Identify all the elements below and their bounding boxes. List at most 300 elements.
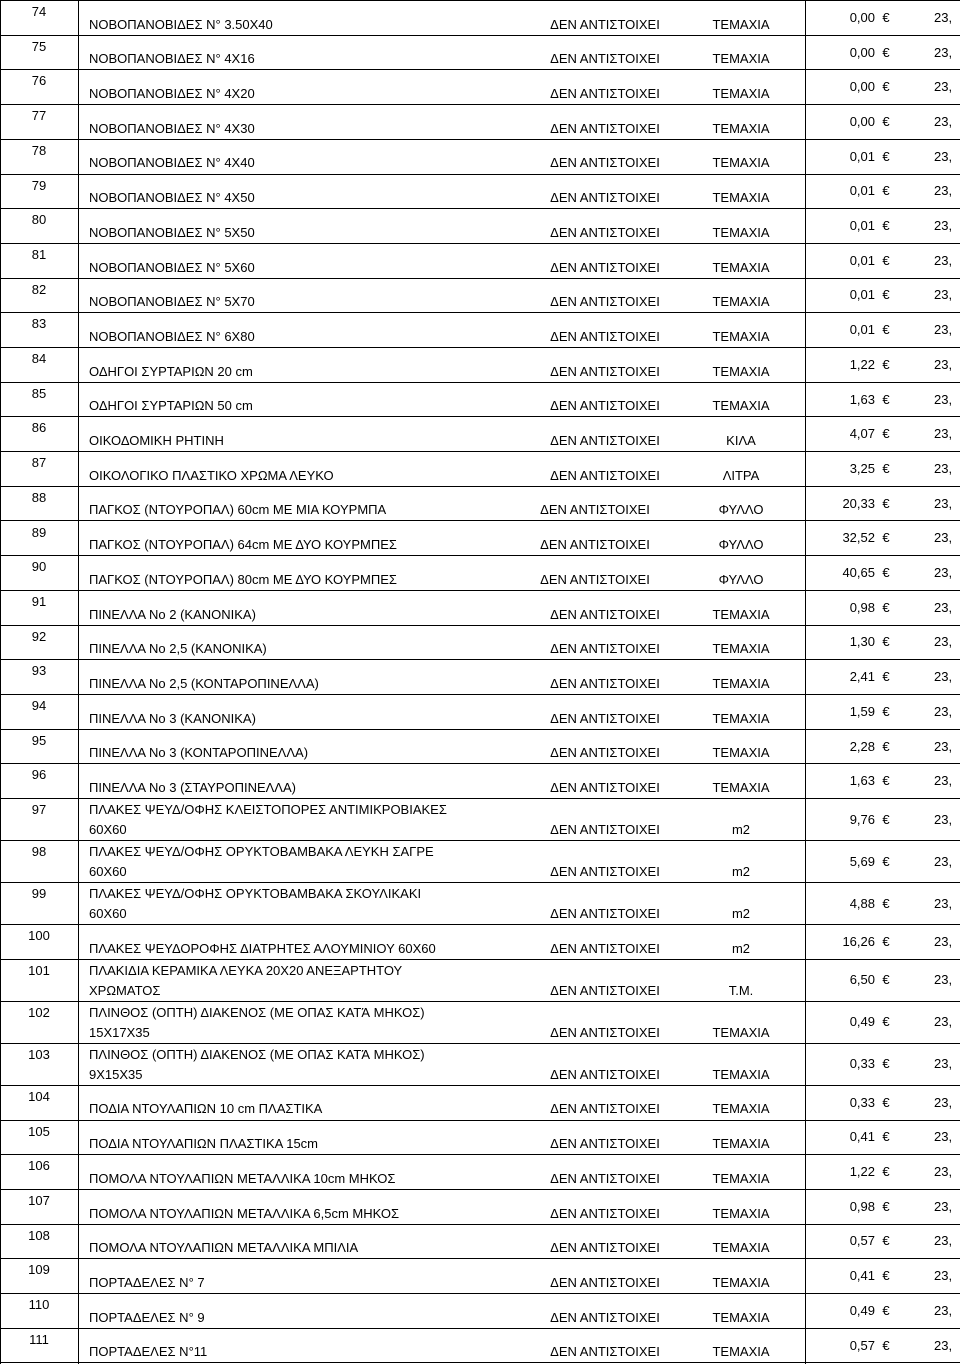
item-description-cont: 15Χ17Χ35 bbox=[89, 1024, 150, 1040]
table-row bbox=[0, 35, 960, 70]
table-row bbox=[0, 1120, 960, 1155]
row-number: 80 bbox=[31, 212, 47, 228]
unit-price: 20,33 bbox=[842, 495, 875, 511]
row-divider bbox=[0, 798, 960, 799]
vat-rate: 23, bbox=[934, 1268, 953, 1284]
unit-price: 1,59 bbox=[849, 703, 875, 719]
unit-of-measure: m2 bbox=[731, 906, 751, 922]
row-number: 84 bbox=[31, 351, 47, 366]
unit-price: 0,49 bbox=[849, 1014, 875, 1030]
item-description: ΠΑΓΚΟΣ (ΝΤΟΥΡΟΠΑΛ) 60cm ΜΕ ΜΙΑ ΚΟΥΡΜΠΑ bbox=[89, 502, 387, 518]
row-divider bbox=[0, 1258, 960, 1259]
unit-price: 1,22 bbox=[849, 356, 875, 372]
unit-of-measure: ΤΕΜΑΧΙΑ bbox=[712, 1274, 770, 1290]
euro-icon: € bbox=[882, 148, 890, 164]
table-row bbox=[0, 278, 960, 313]
euro-icon: € bbox=[882, 356, 890, 372]
row-divider bbox=[0, 69, 960, 70]
unit-of-measure: ΤΕΜΑΧΙΑ bbox=[712, 1024, 770, 1040]
item-description: ΟΔΗΓΟΙ ΣΥΡΤΑΡΙΩΝ 20 cm bbox=[89, 363, 253, 379]
row-number: 93 bbox=[31, 663, 47, 679]
unit-of-measure: ΤΕΜΑΧΙΑ bbox=[712, 1066, 770, 1082]
row-number: 79 bbox=[31, 177, 47, 193]
table-row bbox=[0, 729, 960, 764]
row-number: 111 bbox=[29, 1331, 49, 1347]
row-divider bbox=[0, 959, 960, 960]
unit-of-measure: ΦΥΛΛΟ bbox=[718, 537, 764, 553]
table-row bbox=[0, 174, 960, 209]
row-divider bbox=[0, 347, 960, 348]
vat-rate: 23, bbox=[934, 460, 953, 476]
match-status: ΔΕΝ ΑΝΤΙΣΤΟΙΧΕΙ bbox=[550, 822, 660, 838]
table-row bbox=[0, 1293, 960, 1328]
item-description: ΠΟΡΤΑΔΕΛΕΣ Ν° 9 bbox=[89, 1309, 205, 1325]
unit-of-measure: ΤΕΜΑΧΙΑ bbox=[712, 294, 770, 310]
row-number: 78 bbox=[31, 142, 47, 158]
unit-of-measure: ΤΕΜΑΧΙΑ bbox=[712, 606, 770, 622]
vat-rate: 23, bbox=[934, 183, 953, 199]
match-status: ΔΕΝ ΑΝΤΙΣΤΟΙΧΕΙ bbox=[550, 1024, 660, 1040]
item-description: ΝΟΒΟΠΑΝΟΒΙΔΕΣ Ν° 3.50Χ40 bbox=[89, 16, 273, 32]
row-number: 75 bbox=[31, 38, 47, 54]
row-divider bbox=[0, 1120, 960, 1121]
table-row bbox=[0, 1189, 960, 1224]
vat-rate: 23, bbox=[934, 853, 953, 869]
match-status: ΔΕΝ ΑΝΤΙΣΤΟΙΧΕΙ bbox=[550, 16, 660, 32]
item-description: ΟΙΚΟΛΟΓΙΚΟ ΠΛΑΣΤΙΚΟ ΧΡΩΜΑ ΛΕΥΚΟ bbox=[89, 467, 334, 483]
item-description: ΟΔΗΓΟΙ ΣΥΡΤΑΡΙΩΝ 50 cm bbox=[89, 398, 253, 414]
item-description: ΠΟΔΙΑ ΝΤΟΥΛΑΠΙΩΝ 10 cm ΠΛΑΣΤΙΚΑ bbox=[89, 1101, 323, 1117]
match-status: ΔΕΝ ΑΝΤΙΣΤΟΙΧΕΙ bbox=[550, 363, 660, 379]
unit-price: 1,63 bbox=[849, 773, 875, 789]
vat-rate: 23, bbox=[934, 895, 953, 911]
match-status: ΔΕΝ ΑΝΤΙΣΤΟΙΧΕΙ bbox=[550, 467, 660, 483]
euro-icon: € bbox=[882, 1164, 890, 1180]
row-number: 97 bbox=[31, 802, 47, 818]
row-divider bbox=[0, 882, 960, 883]
row-divider bbox=[0, 729, 960, 730]
vat-rate: 23, bbox=[934, 113, 953, 129]
unit-of-measure: ΤΕΜΑΧΙΑ bbox=[712, 1240, 770, 1256]
row-number: 91 bbox=[31, 593, 47, 609]
unit-price: 2,41 bbox=[849, 669, 875, 685]
euro-icon: € bbox=[882, 530, 890, 546]
row-divider bbox=[0, 486, 960, 487]
unit-of-measure: ΤΕΜΑΧΙΑ bbox=[712, 259, 770, 275]
euro-icon: € bbox=[882, 634, 890, 650]
row-number: 83 bbox=[31, 316, 47, 332]
unit-price: 0,00 bbox=[849, 44, 875, 60]
match-status: ΔΕΝ ΑΝΤΙΣΤΟΙΧΕΙ bbox=[540, 571, 650, 587]
column-divider bbox=[805, 0, 806, 1364]
match-status: ΔΕΝ ΑΝΤΙΣΤΟΙΧΕΙ bbox=[550, 1170, 660, 1186]
unit-price: 0,01 bbox=[849, 322, 875, 338]
row-divider bbox=[0, 763, 960, 764]
match-status: ΔΕΝ ΑΝΤΙΣΤΟΙΧΕΙ bbox=[550, 1101, 660, 1117]
match-status: ΔΕΝ ΑΝΤΙΣΤΟΙΧΕΙ bbox=[550, 259, 660, 275]
row-number: 81 bbox=[31, 246, 47, 262]
item-description-cont: ΧΡΩΜΑΤΟΣ bbox=[89, 982, 161, 998]
table-row bbox=[0, 347, 960, 382]
match-status: ΔΕΝ ΑΝΤΙΣΤΟΙΧΕΙ bbox=[550, 1066, 660, 1082]
vat-rate: 23, bbox=[934, 811, 953, 827]
unit-of-measure: ΤΕΜΑΧΙΑ bbox=[712, 398, 770, 414]
unit-of-measure: m2 bbox=[731, 940, 751, 956]
table-row bbox=[0, 924, 960, 959]
unit-price: 0,33 bbox=[849, 1094, 875, 1110]
euro-icon: € bbox=[882, 703, 890, 719]
unit-of-measure: ΤΕΜΑΧΙΑ bbox=[712, 1309, 770, 1325]
row-number: 85 bbox=[31, 385, 47, 401]
item-description: ΝΟΒΟΠΑΝΟΒΙΔΕΣ Ν° 5Χ70 bbox=[89, 294, 255, 310]
match-status: ΔΕΝ ΑΝΤΙΣΤΟΙΧΕΙ bbox=[540, 502, 650, 518]
euro-icon: € bbox=[882, 113, 890, 129]
table-row bbox=[0, 139, 960, 174]
vat-rate: 23, bbox=[934, 933, 953, 949]
row-divider bbox=[0, 1328, 960, 1329]
row-divider bbox=[0, 555, 960, 556]
row-number: 103 bbox=[28, 1046, 50, 1062]
row-divider bbox=[0, 382, 960, 383]
row-number: 96 bbox=[31, 767, 47, 783]
euro-icon: € bbox=[882, 183, 890, 199]
unit-price: 0,00 bbox=[849, 9, 875, 25]
row-number: 82 bbox=[31, 281, 47, 297]
table-row bbox=[0, 1085, 960, 1120]
column-divider bbox=[78, 0, 79, 1364]
unit-of-measure: ΛΙΤΡΑ bbox=[722, 467, 760, 483]
unit-of-measure: ΤΕΜΑΧΙΑ bbox=[712, 120, 770, 136]
table-row bbox=[0, 486, 960, 521]
table-row bbox=[0, 590, 960, 625]
item-description: ΝΟΒΟΠΑΝΟΒΙΔΕΣ Ν° 5Χ50 bbox=[89, 224, 255, 240]
row-number: 77 bbox=[31, 108, 47, 124]
row-number: 109 bbox=[28, 1262, 50, 1278]
row-number: 92 bbox=[31, 628, 47, 644]
vat-rate: 23, bbox=[934, 426, 953, 442]
row-divider bbox=[0, 174, 960, 175]
table-row bbox=[0, 959, 960, 1001]
table-row bbox=[0, 69, 960, 104]
row-divider bbox=[0, 312, 960, 313]
match-status: ΔΕΝ ΑΝΤΙΣΤΟΙΧΕΙ bbox=[550, 1205, 660, 1221]
vat-rate: 23, bbox=[934, 391, 953, 407]
table-row bbox=[0, 763, 960, 798]
unit-of-measure: ΤΕΜΑΧΙΑ bbox=[712, 1205, 770, 1221]
row-divider bbox=[0, 590, 960, 591]
item-description: ΠΙΝΕΛΛΑ Νο 2,5 (ΚΟΝΤΑΡΟΠΙΝΕΛΛΑ) bbox=[89, 675, 319, 691]
euro-icon: € bbox=[882, 669, 890, 685]
euro-icon: € bbox=[882, 811, 890, 827]
euro-icon: € bbox=[882, 565, 890, 581]
row-divider bbox=[0, 1293, 960, 1294]
row-divider bbox=[0, 208, 960, 209]
table-row bbox=[0, 1258, 960, 1293]
vat-rate: 23, bbox=[934, 9, 953, 25]
unit-of-measure: ΤΕΜΑΧΙΑ bbox=[712, 86, 770, 102]
unit-of-measure: ΤΕΜΑΧΙΑ bbox=[712, 224, 770, 240]
unit-price: 40,65 bbox=[842, 565, 875, 581]
table-row bbox=[0, 659, 960, 694]
row-divider bbox=[0, 1085, 960, 1086]
item-description: ΟΙΚΟΔΟΜΙΚΗ ΡΗΤΙΝΗ bbox=[89, 433, 224, 449]
table-row bbox=[0, 382, 960, 417]
unit-price: 1,63 bbox=[849, 391, 875, 407]
vat-rate: 23, bbox=[934, 703, 953, 719]
euro-icon: € bbox=[882, 1337, 890, 1353]
row-divider bbox=[0, 840, 960, 841]
row-divider bbox=[0, 1001, 960, 1002]
match-status: ΔΕΝ ΑΝΤΙΣΤΟΙΧΕΙ bbox=[550, 1240, 660, 1256]
euro-icon: € bbox=[882, 1129, 890, 1145]
table-row bbox=[0, 882, 960, 924]
item-description: ΠΙΝΕΛΛΑ Νο 3 (ΣΤΑΥΡΟΠΙΝΕΛΛΑ) bbox=[89, 780, 296, 796]
table-row bbox=[0, 798, 960, 840]
unit-price: 0,41 bbox=[849, 1268, 875, 1284]
item-description: ΠΙΝΕΛΛΑ Νο 3 (ΚΟΝΤΑΡΟΠΙΝΕΛΛΑ) bbox=[89, 745, 309, 761]
item-description: ΠΛΙΝΘΟΣ (ΟΠΤΗ) ΔΙΑΚΕΝΟΣ (ΜΕ ΟΠΑΣ ΚΑΤΆ ΜΗΚΟΣ) bbox=[89, 1046, 425, 1062]
row-number: 101 bbox=[28, 962, 50, 978]
euro-icon: € bbox=[882, 287, 890, 303]
row-divider bbox=[0, 243, 960, 244]
match-status: ΔΕΝ ΑΝΤΙΣΤΟΙΧΕΙ bbox=[550, 433, 660, 449]
item-description: ΝΟΒΟΠΑΝΟΒΙΔΕΣ Ν° 4Χ50 bbox=[89, 190, 255, 206]
row-divider bbox=[0, 104, 960, 105]
unit-of-measure: ΤΕΜΑΧΙΑ bbox=[712, 745, 770, 761]
match-status: ΔΕΝ ΑΝΤΙΣΤΟΙΧΕΙ bbox=[550, 1309, 660, 1325]
vat-rate: 23, bbox=[934, 669, 953, 685]
euro-icon: € bbox=[882, 460, 890, 476]
euro-icon: € bbox=[882, 853, 890, 869]
row-divider bbox=[0, 625, 960, 626]
row-number: 104 bbox=[28, 1088, 50, 1104]
vat-rate: 23, bbox=[934, 356, 953, 372]
row-number: 88 bbox=[31, 489, 47, 505]
row-number: 105 bbox=[28, 1123, 50, 1139]
vat-rate: 23, bbox=[934, 565, 953, 581]
unit-price: 0,00 bbox=[849, 79, 875, 95]
euro-icon: € bbox=[882, 391, 890, 407]
table-row bbox=[0, 1043, 960, 1085]
row-number: 87 bbox=[31, 455, 47, 471]
euro-icon: € bbox=[882, 972, 890, 988]
table-row bbox=[0, 243, 960, 278]
euro-icon: € bbox=[882, 1198, 890, 1214]
item-description: ΠΛΑΚΕΣ ΨΕΥΔΟΡΟΦΗΣ ΔΙΑΤΡΗΤΕΣ ΑΛΟΥΜΙΝΙΟΥ 60Χ60 bbox=[89, 940, 436, 956]
item-description: ΠΙΝΕΛΛΑ Νο 2,5 (ΚΑΝΟΝΙΚΑ) bbox=[89, 641, 267, 657]
row-number: 95 bbox=[31, 732, 47, 748]
table-row bbox=[0, 104, 960, 139]
vat-rate: 23, bbox=[934, 530, 953, 546]
unit-price: 0,41 bbox=[849, 1129, 875, 1145]
row-number: 106 bbox=[28, 1158, 50, 1174]
unit-price: 0,98 bbox=[849, 599, 875, 615]
vat-rate: 23, bbox=[934, 1233, 953, 1249]
row-divider bbox=[0, 416, 960, 417]
match-status: ΔΕΝ ΑΝΤΙΣΤΟΙΧΕΙ bbox=[550, 1344, 660, 1360]
vat-rate: 23, bbox=[934, 322, 953, 338]
euro-icon: € bbox=[882, 738, 890, 754]
unit-of-measure: ΤΕΜΑΧΙΑ bbox=[712, 1170, 770, 1186]
euro-icon: € bbox=[882, 9, 890, 25]
item-description: ΠΛΑΚΕΣ ΨΕΥΔ/ΟΦΗΣ ΚΛΕΙΣΤΟΠΟΡΕΣ ΑΝΤΙΜΙΚΡΟΒΙΑΚΕΣ bbox=[89, 802, 447, 818]
match-status: ΔΕΝ ΑΝΤΙΣΤΟΙΧΕΙ bbox=[550, 606, 660, 622]
item-description: ΠΛΑΚΕΣ ΨΕΥΔ/ΟΦΗΣ ΟΡΥΚΤΟΒΑΜΒΑΚΑ ΛΕΥΚΗ ΣΑΓΡΕ bbox=[89, 844, 434, 860]
row-divider bbox=[0, 278, 960, 279]
row-divider bbox=[0, 1043, 960, 1044]
unit-of-measure: ΚΙΛΑ bbox=[726, 433, 756, 449]
unit-price: 0,98 bbox=[849, 1198, 875, 1214]
item-description: ΠΙΝΕΛΛΑ Νο 2 (ΚΑΝΟΝΙΚΑ) bbox=[89, 606, 256, 622]
unit-of-measure: ΤΕΜΑΧΙΑ bbox=[712, 328, 770, 344]
unit-of-measure: ΤΕΜΑΧΙΑ bbox=[712, 710, 770, 726]
match-status: ΔΕΝ ΑΝΤΙΣΤΟΙΧΕΙ bbox=[550, 86, 660, 102]
item-description: ΠΙΝΕΛΛΑ Νο 3 (ΚΑΝΟΝΙΚΑ) bbox=[89, 710, 256, 726]
item-description: ΝΟΒΟΠΑΝΟΒΙΔΕΣ Ν° 4Χ30 bbox=[89, 120, 255, 136]
row-number: 110 bbox=[28, 1297, 50, 1312]
vat-rate: 23, bbox=[934, 1337, 953, 1353]
vat-rate: 23, bbox=[934, 1129, 953, 1145]
row-number: 89 bbox=[31, 524, 47, 540]
vat-rate: 23, bbox=[934, 44, 953, 60]
match-status: ΔΕΝ ΑΝΤΙΣΤΟΙΧΕΙ bbox=[550, 294, 660, 310]
match-status: ΔΕΝ ΑΝΤΙΣΤΟΙΧΕΙ bbox=[550, 780, 660, 796]
row-number: 86 bbox=[31, 420, 47, 436]
match-status: ΔΕΝ ΑΝΤΙΣΤΟΙΧΕΙ bbox=[550, 864, 660, 880]
vat-rate: 23, bbox=[934, 1056, 953, 1072]
euro-icon: € bbox=[882, 773, 890, 789]
unit-of-measure: ΤΕΜΑΧΙΑ bbox=[712, 1101, 770, 1117]
vat-rate: 23, bbox=[934, 1198, 953, 1214]
unit-of-measure: Τ.Μ. bbox=[728, 982, 754, 998]
unit-price: 6,50 bbox=[849, 972, 875, 988]
table-row bbox=[0, 694, 960, 729]
vat-rate: 23, bbox=[934, 773, 953, 789]
item-description-cont: 60Χ60 bbox=[89, 906, 127, 922]
unit-of-measure: ΤΕΜΑΧΙΑ bbox=[712, 155, 770, 171]
match-status: ΔΕΝ ΑΝΤΙΣΤΟΙΧΕΙ bbox=[550, 710, 660, 726]
unit-price: 0,33 bbox=[849, 1056, 875, 1072]
euro-icon: € bbox=[882, 218, 890, 234]
item-description-cont: 60Χ60 bbox=[89, 822, 127, 838]
row-number: 98 bbox=[31, 844, 47, 860]
item-description: ΠΟΡΤΑΔΕΛΕΣ Ν° 7 bbox=[89, 1274, 205, 1290]
euro-icon: € bbox=[882, 1014, 890, 1030]
table-row bbox=[0, 625, 960, 660]
item-description: ΝΟΒΟΠΑΝΟΒΙΔΕΣ Ν° 4Χ40 bbox=[89, 155, 255, 171]
unit-of-measure: ΤΕΜΑΧΙΑ bbox=[712, 675, 770, 691]
table-row bbox=[0, 208, 960, 243]
unit-of-measure: ΦΥΛΛΟ bbox=[718, 502, 764, 518]
row-number: 90 bbox=[31, 559, 47, 575]
item-description: ΠΟΜΟΛΑ ΝΤΟΥΛΑΠΙΩΝ ΜΕΤΑΛΛΙΚΑ 10cm ΜΗΚΟΣ bbox=[89, 1170, 396, 1186]
vat-rate: 23, bbox=[934, 218, 953, 234]
item-description: ΠΟΔΙΑ ΝΤΟΥΛΑΠΙΩΝ ΠΛΑΣΤΙΚΑ 15cm bbox=[89, 1136, 319, 1152]
row-number: 99 bbox=[31, 886, 47, 902]
row-number: 100 bbox=[28, 928, 50, 944]
match-status: ΔΕΝ ΑΝΤΙΣΤΟΙΧΕΙ bbox=[550, 155, 660, 171]
vat-rate: 23, bbox=[934, 1302, 953, 1318]
item-description: ΠΟΜΟΛΑ ΝΤΟΥΛΑΠΙΩΝ ΜΕΤΑΛΛΙΚΑ ΜΠΙΛΙΑ bbox=[89, 1240, 359, 1256]
euro-icon: € bbox=[882, 599, 890, 615]
row-number: 74 bbox=[31, 4, 47, 19]
item-description: ΝΟΒΟΠΑΝΟΒΙΔΕΣ Ν° 6Χ80 bbox=[89, 328, 255, 344]
unit-price: 0,00 bbox=[849, 113, 875, 129]
vat-rate: 23, bbox=[934, 1164, 953, 1180]
euro-icon: € bbox=[882, 44, 890, 60]
row-divider bbox=[0, 1362, 960, 1363]
match-status: ΔΕΝ ΑΝΤΙΣΤΟΙΧΕΙ bbox=[550, 675, 660, 691]
unit-of-measure: ΤΕΜΑΧΙΑ bbox=[712, 1136, 770, 1152]
row-divider bbox=[0, 0, 960, 1]
vat-rate: 23, bbox=[934, 148, 953, 164]
vat-rate: 23, bbox=[934, 79, 953, 95]
match-status: ΔΕΝ ΑΝΤΙΣΤΟΙΧΕΙ bbox=[550, 190, 660, 206]
match-status: ΔΕΝ ΑΝΤΙΣΤΟΙΧΕΙ bbox=[550, 328, 660, 344]
table-row bbox=[0, 555, 960, 590]
table-row bbox=[0, 1224, 960, 1259]
row-number: 107 bbox=[28, 1192, 50, 1208]
item-description-cont: 9Χ15Χ35 bbox=[89, 1066, 143, 1082]
unit-of-measure: ΤΕΜΑΧΙΑ bbox=[712, 190, 770, 206]
item-description: ΠΟΜΟΛΑ ΝΤΟΥΛΑΠΙΩΝ ΜΕΤΑΛΛΙΚΑ 6,5cm ΜΗΚΟΣ bbox=[89, 1205, 400, 1221]
unit-of-measure: ΤΕΜΑΧΙΑ bbox=[712, 51, 770, 67]
table-row bbox=[0, 1328, 960, 1363]
vat-rate: 23, bbox=[934, 599, 953, 615]
row-divider bbox=[0, 659, 960, 660]
match-status: ΔΕΝ ΑΝΤΙΣΤΟΙΧΕΙ bbox=[550, 1274, 660, 1290]
row-divider bbox=[0, 520, 960, 521]
row-number: 76 bbox=[31, 73, 47, 89]
item-description: ΠΛΑΚΕΣ ΨΕΥΔ/ΟΦΗΣ ΟΡΥΚΤΟΒΑΜΒΑΚΑ ΣΚΟΥΛΙΚΑΚΙ bbox=[89, 886, 422, 902]
item-description: ΝΟΒΟΠΑΝΟΒΙΔΕΣ Ν° 5Χ60 bbox=[89, 259, 255, 275]
euro-icon: € bbox=[882, 79, 890, 95]
row-number: 94 bbox=[31, 698, 47, 713]
euro-icon: € bbox=[882, 322, 890, 338]
match-status: ΔΕΝ ΑΝΤΙΣΤΟΙΧΕΙ bbox=[550, 641, 660, 657]
table-row bbox=[0, 1154, 960, 1189]
vat-rate: 23, bbox=[934, 495, 953, 511]
unit-of-measure: ΤΕΜΑΧΙΑ bbox=[712, 780, 770, 796]
row-divider bbox=[0, 1224, 960, 1225]
item-description: ΠΑΓΚΟΣ (ΝΤΟΥΡΟΠΑΛ) 80cm ΜΕ ΔΥΟ ΚΟΥΡΜΠΕΣ bbox=[89, 571, 397, 587]
item-description-cont: 60Χ60 bbox=[89, 864, 127, 880]
unit-price: 1,30 bbox=[849, 634, 875, 650]
match-status: ΔΕΝ ΑΝΤΙΣΤΟΙΧΕΙ bbox=[550, 745, 660, 761]
row-number: 108 bbox=[28, 1227, 50, 1243]
table-row bbox=[0, 416, 960, 451]
euro-icon: € bbox=[882, 426, 890, 442]
unit-of-measure: ΦΥΛΛΟ bbox=[718, 571, 764, 587]
row-divider bbox=[0, 451, 960, 452]
item-description: ΠΛΙΝΘΟΣ (ΟΠΤΗ) ΔΙΑΚΕΝΟΣ (ΜΕ ΟΠΑΣ ΚΑΤΆ ΜΗΚΟΣ) bbox=[89, 1004, 425, 1020]
match-status: ΔΕΝ ΑΝΤΙΣΤΟΙΧΕΙ bbox=[550, 982, 660, 998]
unit-price: 9,76 bbox=[849, 811, 875, 827]
vat-rate: 23, bbox=[934, 1094, 953, 1110]
unit-of-measure: ΤΕΜΑΧΙΑ bbox=[712, 641, 770, 657]
unit-price: 0,01 bbox=[849, 218, 875, 234]
vat-rate: 23, bbox=[934, 972, 953, 988]
table-row bbox=[0, 451, 960, 486]
euro-icon: € bbox=[882, 895, 890, 911]
row-divider bbox=[0, 924, 960, 925]
row-divider bbox=[0, 139, 960, 140]
table-row bbox=[0, 840, 960, 882]
unit-of-measure: m2 bbox=[731, 864, 751, 880]
row-number: 102 bbox=[28, 1004, 50, 1020]
euro-icon: € bbox=[882, 252, 890, 268]
unit-price: 4,07 bbox=[849, 426, 875, 442]
